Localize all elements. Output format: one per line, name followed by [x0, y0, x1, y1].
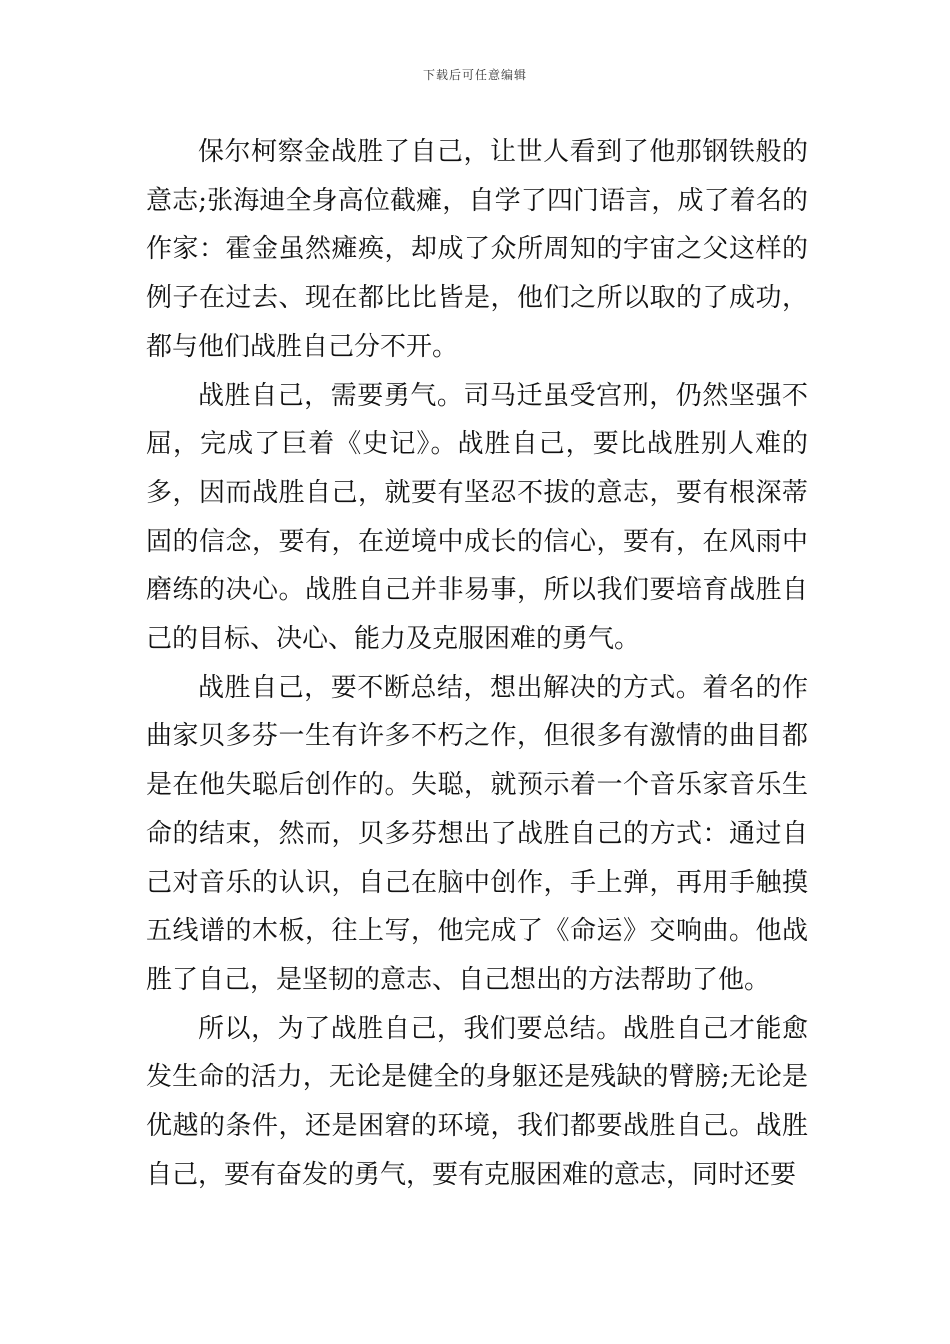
paragraph-1: 保尔柯察金战胜了自己，让世人看到了他那钢铁般的意志;张海迪全身高位截瘫，自学了四门语言，成了着名的作家：霍金虽然瘫痪，却成了众所周知的宇宙之父这样的例子在过去、现在都比比皆是，他们之所以取的了成功，都与他们战胜自己分不开。 — [146, 137, 808, 362]
paragraph-3: 战胜自己，要不断总结，想出解决的方式。着名的作曲家贝多芬一生有许多不朽之作，但很多有激情的曲目都是在他失聪后创作的。失聪，就预示着一个音乐家音乐生命的结束，然而，贝多芬想出了战胜自己的方式：通过自己对音乐的认识，自己在脑中创作，手上弹，再用手触摸五线谱的木板，往上写，他完成了《命运》交响曲。他战胜了自己，是坚韧的意志、自己想出的方法帮助了他。 — [146, 672, 808, 995]
header-note: 下载后可任意编辑 — [422, 68, 527, 82]
paragraph-2: 战胜自己，需要勇气。司马迁虽受宫刑，仍然坚强不屈，完成了巨着《史记》。战胜自己，要比战胜别人难的多，因而战胜自己，就要有坚忍不拔的意志，要有根深蒂固的信念，要有，在逆境中成长的信心，要有，在风雨中磨练的决心。战胜自己并非易事，所以我们要培育战胜自己的目标、决心、能力及克服困难的勇气。 — [146, 380, 808, 655]
paragraph-4: 所以，为了战胜自己，我们要总结。战胜自己才能愈发生命的活力，无论是健全的身躯还是残缺的臂膀;无论是优越的条件，还是困窘的环境，我们都要战胜自己。战胜自己，要有奋发的勇气，要有克服困难的意志，同时还要 — [146, 1013, 808, 1190]
document-body — [146, 128, 808, 1199]
